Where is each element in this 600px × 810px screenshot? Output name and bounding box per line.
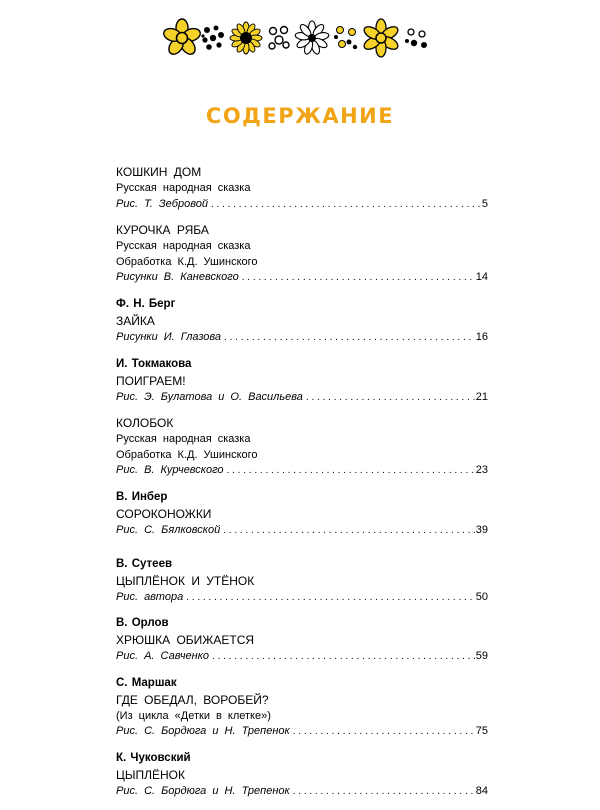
dot-leader: [224, 330, 475, 346]
dot-leader: [293, 784, 475, 800]
page-number: 14: [475, 271, 488, 284]
toc-entry: [116, 222, 488, 286]
work-title: КУРОЧКА РЯБА: [116, 223, 209, 238]
toc-entry: [116, 750, 488, 800]
dot-leader: [211, 197, 481, 213]
work-title: ЗАЙКА: [116, 313, 155, 328]
illustrator-line: [116, 197, 488, 213]
author-name: Ф. Н. Берг: [116, 297, 176, 310]
work-subtitle: Обработка К.Д. Ушинского: [116, 255, 258, 268]
illustrator: Рис. А. Савченко: [116, 650, 210, 663]
illustrator-line: [116, 390, 488, 406]
berries-icon: [405, 29, 427, 48]
table-of-contents: [116, 164, 488, 810]
page-number: 75: [475, 725, 488, 738]
toc-entry: [116, 615, 488, 665]
illustrator-line: [116, 724, 488, 740]
work-title: ЦЫПЛЁНОК И УТЁНОК: [116, 573, 255, 588]
flower-cluster-icon: [334, 27, 357, 50]
page-number: 84: [475, 784, 488, 797]
illustrator-line: [116, 649, 488, 665]
dot-leader: [186, 590, 475, 606]
illustrator: Рис. С. Бялковской: [116, 523, 221, 536]
author-name: В. Орлов: [116, 617, 169, 630]
sunflower-icon: [230, 22, 262, 54]
illustrator-line: [116, 590, 488, 606]
flower-ornament: [160, 18, 445, 58]
page-number: 23: [475, 464, 488, 477]
illustrator-line: [116, 463, 488, 479]
toc-entry: [116, 415, 488, 479]
toc-entry: [116, 296, 488, 346]
work-title: ГДЕ ОБЕДАЛ, ВОРОБЕЙ?: [116, 692, 269, 707]
work-subtitle: Русская народная сказка: [116, 433, 251, 446]
author-name: С. Маршак: [116, 676, 177, 689]
work-title: КОЛОБОК: [116, 416, 174, 431]
dot-leader: [227, 463, 475, 479]
page-number: 39: [475, 523, 488, 536]
toc-entry: [116, 164, 488, 212]
flower-cluster-icon: [201, 26, 224, 50]
illustrator: Рисунки И. Глазова: [116, 330, 222, 343]
daisy-icon: [295, 21, 330, 55]
flower-cluster-icon: [269, 27, 289, 50]
work-subtitle: (Из цикла «Детки в клетке»): [116, 709, 271, 722]
work-subtitle: Обработка К.Д. Ушинского: [116, 448, 258, 461]
author-name: В. Сутеев: [116, 557, 173, 570]
illustrator: Рис. В. Курчевского: [116, 464, 224, 477]
illustrator: Рис. автора: [116, 590, 184, 603]
page-number: 5: [481, 197, 488, 210]
page-number: 16: [475, 330, 488, 343]
toc-entry: [116, 489, 488, 539]
work-subtitle: Русская народная сказка: [116, 240, 251, 253]
work-title: КОШКИН ДОМ: [116, 165, 202, 179]
illustrator-line: [116, 523, 488, 539]
illustrator: Рисунки В. Каневского: [116, 271, 239, 284]
work-title: ПОИГРАЕМ!: [116, 373, 186, 388]
flower-icon: [162, 19, 202, 57]
work-title: ХРЮШКА ОБИЖАЕТСЯ: [116, 633, 255, 648]
sunflower-icon: [362, 19, 400, 57]
dot-leader: [293, 724, 475, 740]
work-subtitle: Русская народная сказка: [116, 182, 251, 194]
illustrator-line: [116, 270, 488, 286]
toc-entry: [116, 556, 488, 606]
toc-entry: [116, 675, 488, 740]
illustrator: Рис. С. Бордюга и Н. Трепенок: [116, 784, 290, 797]
page-number: 50: [475, 590, 488, 603]
illustrator: Рис. Э. Булатова и О. Васильева: [116, 390, 303, 403]
page-title: СОДЕРЖАНИЕ: [205, 104, 395, 128]
page-number: 59: [475, 650, 488, 663]
dot-leader: [223, 523, 475, 539]
illustrator-line: [116, 784, 488, 800]
dot-leader: [212, 649, 475, 665]
author-name: И. Токмакова: [116, 357, 192, 370]
dot-leader: [242, 270, 475, 286]
dot-leader: [306, 390, 475, 406]
toc-entry: [116, 356, 488, 406]
illustrator-line: [116, 330, 488, 346]
illustrator: Рис. Т. Зебровой: [116, 197, 208, 210]
author-name: К. Чуковский: [116, 751, 191, 764]
work-title: СОРОКОНОЖКИ: [116, 506, 212, 521]
author-name: В. Инбер: [116, 490, 168, 503]
page-number: 21: [475, 390, 488, 403]
illustrator: Рис. С. Бордюга и Н. Трепенок: [116, 725, 290, 738]
work-title: ЦЫПЛЁНОК: [116, 767, 185, 782]
